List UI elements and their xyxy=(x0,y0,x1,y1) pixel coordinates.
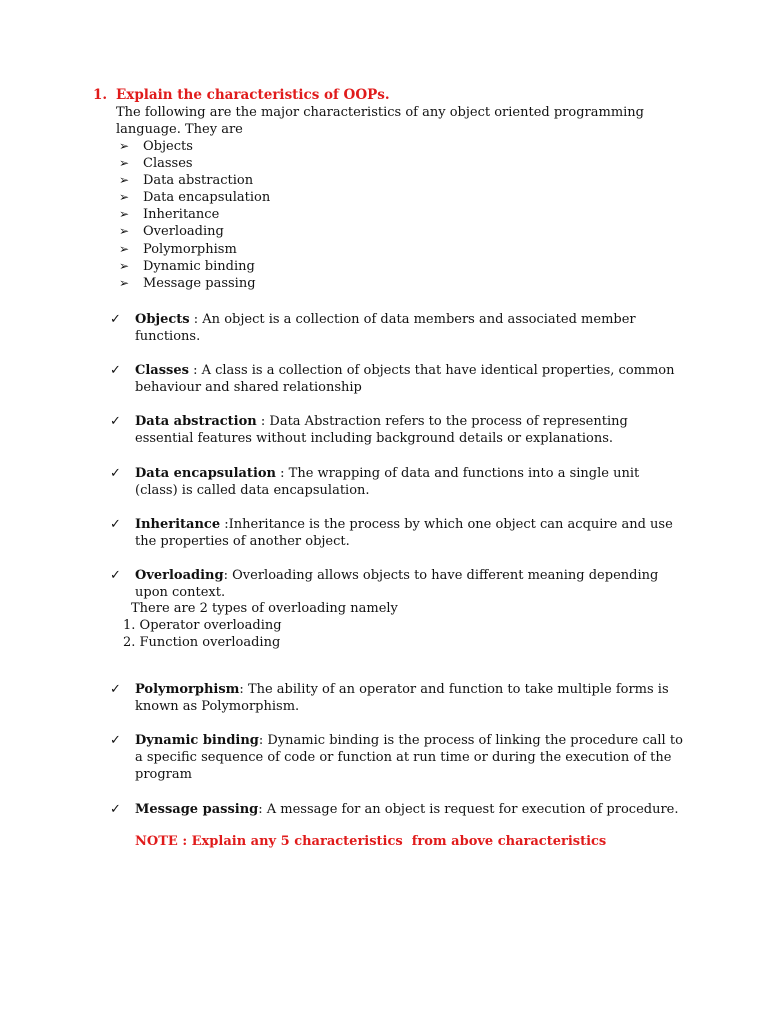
characteristics-arrow-list xyxy=(119,138,270,292)
checkmark-icon: ✓ xyxy=(110,682,121,697)
checkmark-icon: ✓ xyxy=(110,414,121,429)
characteristic-classes: ✓ Classes : A class is a collection of objects that have identical properties, common behaviour and shared relationship xyxy=(110,363,675,395)
characteristic-dynamic-binding: ✓ Dynamic binding: Dynamic binding is the process of linking the procedure call to a specific sequence of code or function at run time or during the execution of the program xyxy=(110,733,683,782)
list-item: ➢ Classes xyxy=(119,156,193,172)
checkmark-icon: ✓ xyxy=(110,517,121,532)
overloading-types xyxy=(123,600,398,651)
question-number: 1. xyxy=(93,87,108,103)
list-item: 1. Operator overloading xyxy=(123,618,282,633)
list-item: ➢ Data encapsulation xyxy=(119,190,271,206)
checkmark-icon: ✓ xyxy=(110,568,121,583)
arrow-bullet-icon: ➢ xyxy=(119,258,130,273)
list-item: ➢ Data abstraction xyxy=(119,173,254,189)
arrow-bullet-icon: ➢ xyxy=(119,224,130,239)
list-item: ➢ Objects xyxy=(119,139,193,154)
checkmark-icon: ✓ xyxy=(110,466,121,481)
arrow-bullet-icon: ➢ xyxy=(119,241,130,256)
arrow-bullet-icon: ➢ xyxy=(119,207,130,222)
intro-line: The following are the major characteristics of any object oriented programming xyxy=(116,105,645,120)
intro-paragraph xyxy=(116,104,676,138)
characteristic-message-passing: ✓ Message passing: A message for an object is request for execution of procedure. xyxy=(110,802,679,817)
checkmark-icon: ✓ xyxy=(110,802,121,817)
list-item: ➢ Dynamic binding xyxy=(119,258,255,274)
characteristic-overloading: ✓ Overloading: Overloading allows objects to have different meaning depending upon context. xyxy=(110,568,659,600)
arrow-bullet-icon: ➢ xyxy=(119,275,130,290)
list-item: ➢ Inheritance xyxy=(119,207,220,223)
arrow-bullet-icon: ➢ xyxy=(119,173,130,188)
intro-line: language. They are xyxy=(116,122,243,137)
list-item: 2. Function overloading xyxy=(123,635,281,650)
note-text: NOTE : Explain any 5 characteristics from above characteristics xyxy=(135,834,607,849)
characteristic-objects: ✓ Objects : An object is a collection of data members and associated member functions. xyxy=(110,312,636,344)
characteristic-data-encapsulation: ✓ Data encapsulation : The wrapping of data and functions into a single unit (class) is called data encapsulation. xyxy=(110,466,640,498)
checkmark-icon: ✓ xyxy=(110,733,121,748)
list-item: ➢ Polymorphism xyxy=(119,241,237,257)
list-item: ➢ Overloading xyxy=(119,224,224,240)
checkmark-icon: ✓ xyxy=(110,363,121,378)
overloading-types-lead: There are 2 types of overloading namely xyxy=(131,601,398,616)
arrow-bullet-icon: ➢ xyxy=(119,156,130,171)
characteristic-polymorphism: ✓ Polymorphism: The ability of an operator and function to take multiple forms is known as Polymorphism. xyxy=(110,682,669,714)
characteristic-data-abstraction: ✓ Data abstraction : Data Abstraction refers to the process of representing essential features without including background details or explanations. xyxy=(110,414,628,446)
arrow-bullet-icon: ➢ xyxy=(119,139,130,153)
characteristic-inheritance: ✓ Inheritance :Inheritance is the process by which one object can acquire and use the properties of another object. xyxy=(110,517,673,549)
question-title: Explain the characteristics of OOPs. xyxy=(116,87,390,103)
checkmark-icon: ✓ xyxy=(110,312,121,327)
list-item: ➢ Message passing xyxy=(119,275,256,291)
question-heading xyxy=(93,87,390,103)
arrow-bullet-icon: ➢ xyxy=(119,190,130,205)
